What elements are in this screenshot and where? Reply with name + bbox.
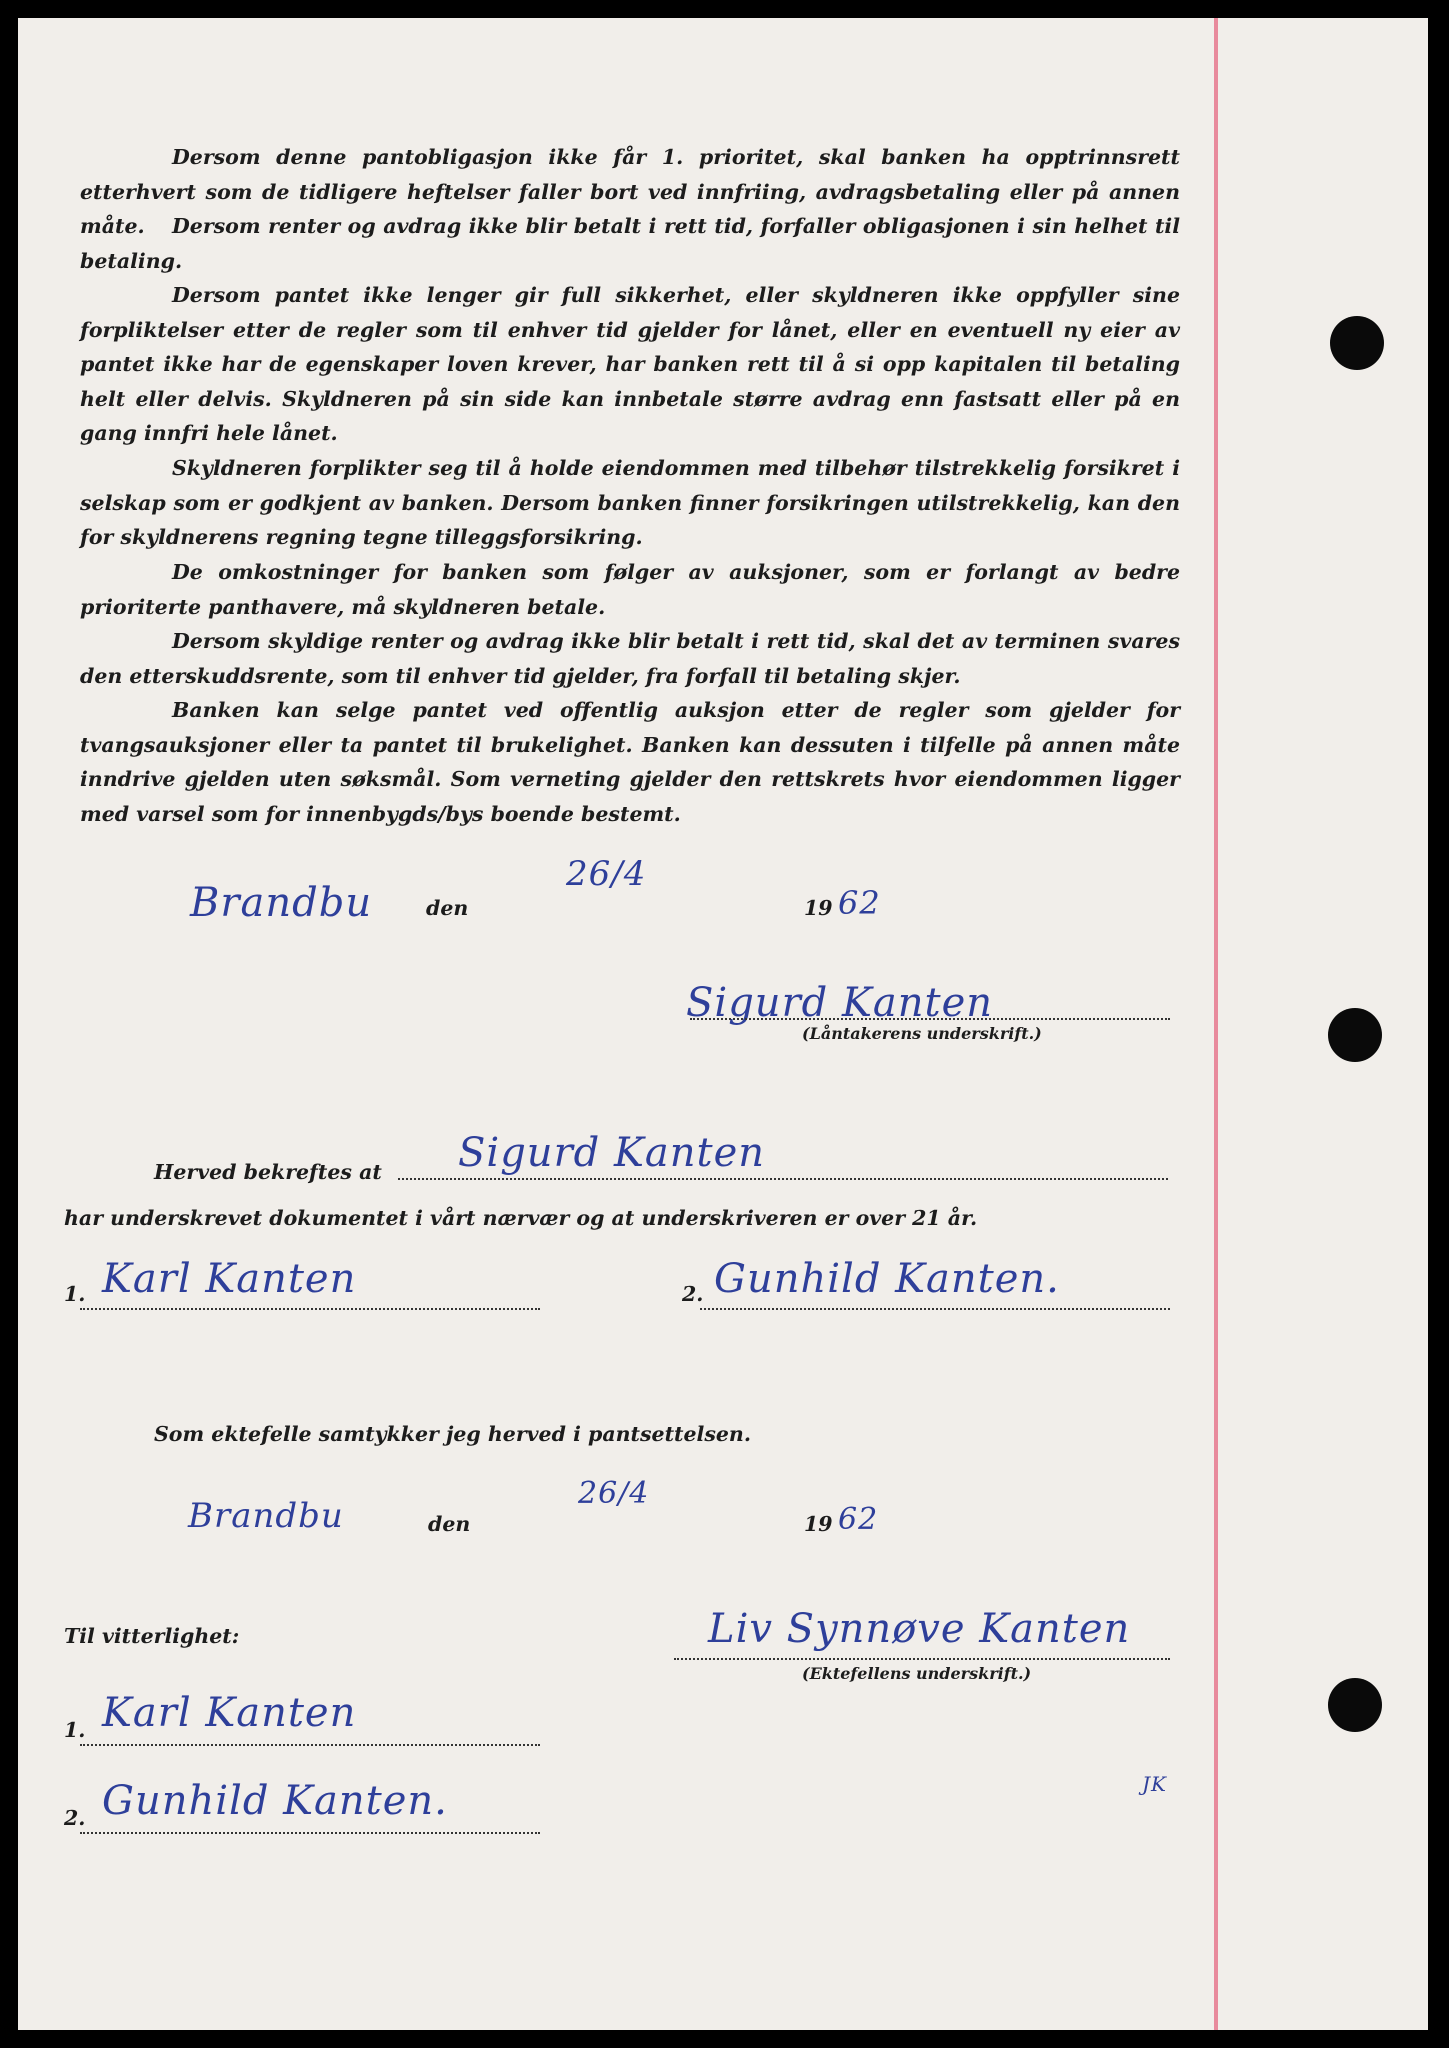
confirmation-text: har underskrevet dokumentet i vårt nærvær og at underskriveren er over 21 år. [64, 1206, 978, 1230]
witness-2-number: 2. [682, 1282, 704, 1306]
terms-paragraph-5: De omkostninger for banken som følger av auksjoner, som er forlangt av bedre prioriterte panthavere, må skyldneren betale. [80, 560, 1180, 619]
confirmed-name: Sigurd Kanten [458, 1130, 766, 1176]
terms-paragraph-7: Banken kan selge pantet ved offentlig auksjon etter de regler som gjelder for tvangsauksjoner eller ta pantet til brukelighet. Banken kan dessuten i tilfelle på annen måte inndrive gjelden uten søksmål. Som verneting gjelder den rettskrets hvor eiendommen ligger med varsel som for innenbygds/bys boende bestemt. [80, 698, 1180, 826]
witness-1-line [80, 1308, 540, 1310]
terms-paragraph-3: Dersom pantet ikke lenger gir full sikkerhet, eller skyldneren ikke oppfyller sine forpliktelser etter de regler som til enhver tid gjelder for lånet, eller en eventuell ny eier av pantet ikke har de egenskaper loven krever, har banken rett til å si opp kapitalen til betaling helt eller delvis. Skyldneren på sin side kan innbetale større avdrag enn fastsatt eller på en gang innfri hele lånet. [80, 283, 1180, 445]
initials: JK [1142, 1772, 1167, 1796]
witness-2-line [700, 1308, 1170, 1310]
signing-place: Brandbu [190, 880, 373, 926]
signing-den-label: den [426, 896, 469, 920]
spouse-witness-2-line [80, 1832, 540, 1834]
terms-paragraph-6: Dersom skyldige renter og avdrag ikke blir betalt i rett tid, skal det av terminen svares den etterskuddsrente, som til enhver tid gjelder, fra forfall til betaling skjer. [80, 629, 1180, 688]
signing-year-suffix: 62 [838, 884, 881, 922]
borrower-signature-caption: (Låntakerens underskrift.) [802, 1024, 1042, 1043]
spouse-signature-line [674, 1658, 1170, 1660]
witness-1-number: 1. [64, 1282, 86, 1306]
spouse-signature: Liv Synnøve Kanten [708, 1606, 1131, 1652]
borrower-signature: Sigurd Kanten [686, 980, 994, 1026]
spouse-signing-year-prefix: 19 [804, 1512, 833, 1536]
borrower-signature-line [690, 1018, 1170, 1020]
confirmation-label: Herved bekreftes at [154, 1160, 382, 1184]
witness-2-signature: Gunhild Kanten. [714, 1256, 1060, 1302]
terms-paragraph-2: Dersom renter og avdrag ikke blir betalt i rett tid, forfaller obligasjonen i sin helhet til betaling. [80, 214, 1180, 273]
document-page [18, 18, 1428, 2030]
spouse-signing-den-label: den [428, 1512, 471, 1536]
signing-year-prefix: 19 [804, 896, 833, 920]
punch-hole-middle [1328, 1008, 1382, 1062]
terms-paragraph-4: Skyldneren forplikter seg til å holde eiendommen med tilbehør tilstrekkelig forsikret i selskap som er godkjent av banken. Dersom banken finner forsikringen utilstrekkelig, kan den for skyldnerens regning tegne tilleggsforsikring. [80, 456, 1180, 549]
punch-hole-top [1330, 316, 1384, 370]
spouse-witness-1-line [80, 1744, 540, 1746]
spouse-signature-caption: (Ektefellens underskrift.) [802, 1664, 1032, 1683]
punch-hole-bottom [1328, 1678, 1382, 1732]
spouse-signing-year-suffix: 62 [838, 1502, 879, 1537]
spouse-witness-2-number: 2. [64, 1806, 86, 1830]
witness-1-signature: Karl Kanten [102, 1256, 357, 1302]
spouse-signing-place: Brandbu [188, 1496, 344, 1536]
margin-rule [1214, 18, 1218, 2030]
terms-paragraph-1: Dersom denne pantobligasjon ikke får 1. prioritet, skal banken ha opptrinnsrett etterhvert som de tidligere heftelser faller bort ved innfriing, avdragsbetaling eller på annen måte. [80, 145, 1180, 238]
spouse-signing-date: 26/4 [578, 1476, 650, 1511]
signing-date: 26/4 [566, 854, 647, 894]
spouse-witness-1-signature: Karl Kanten [102, 1690, 357, 1736]
spouse-witness-2-signature: Gunhild Kanten. [102, 1778, 448, 1824]
spouse-witness-1-number: 1. [64, 1718, 86, 1742]
spouse-consent-text: Som ektefelle samtykker jeg herved i pantsettelsen. [154, 1422, 751, 1446]
witness-label: Til vitterlighet: [64, 1624, 240, 1648]
confirmed-name-line [398, 1178, 1168, 1180]
